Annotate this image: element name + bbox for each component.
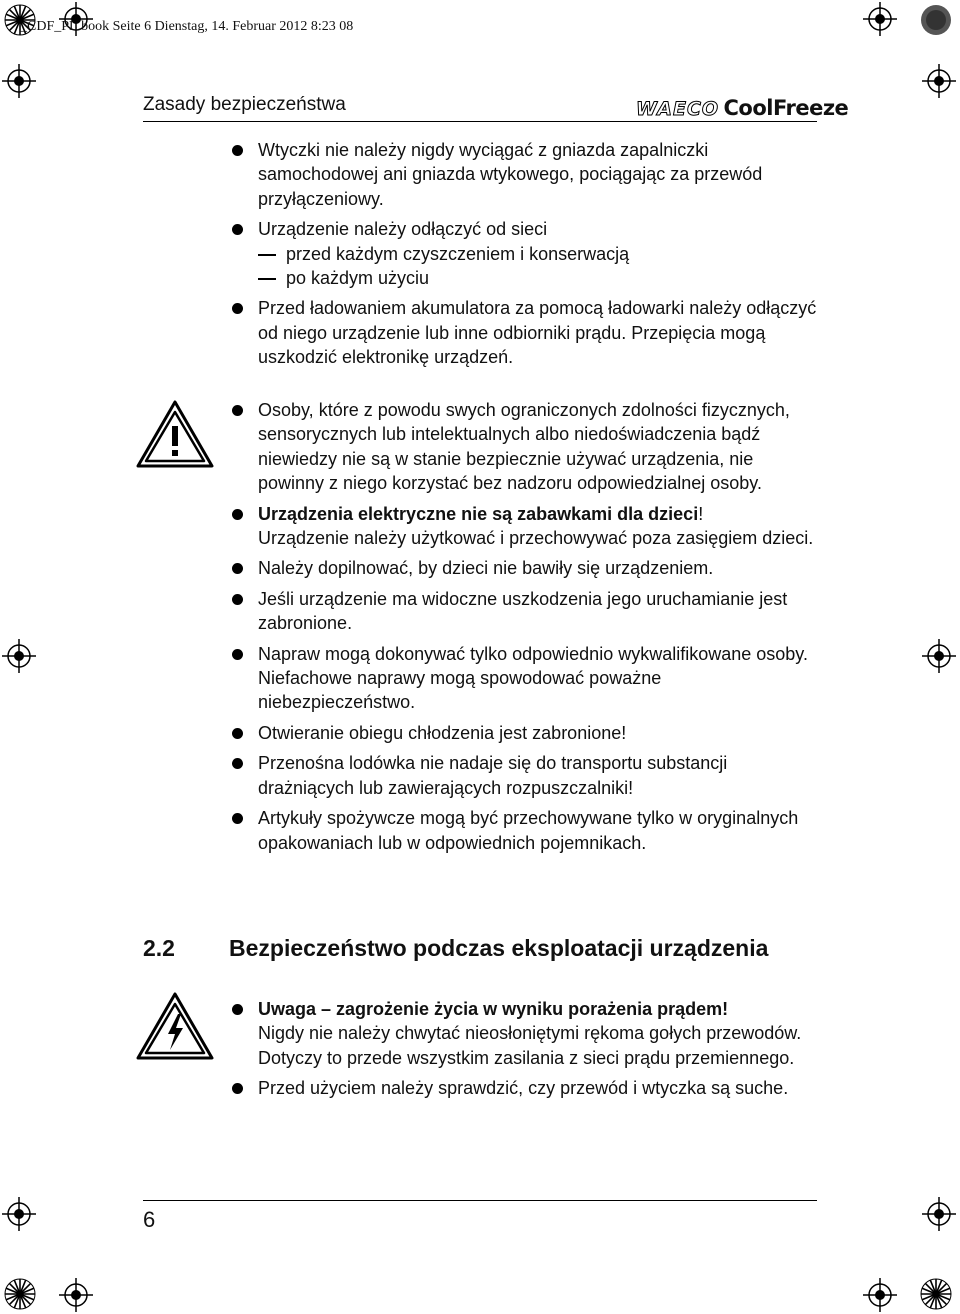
list-item: Wtyczki nie należy nigdy wyciągać z gniazda zapalniczki samochodowej ani gniazda wtykowego, pociągając za przewód przyłączeniowy. <box>232 138 822 211</box>
brand-logo <box>636 96 848 120</box>
list-item: Należy dopilnować, by dzieci nie bawiły się urządzeniem. <box>232 556 822 580</box>
electrical-safety-list <box>232 997 822 1107</box>
crosshair-mark-icon <box>863 1278 897 1312</box>
dash-icon <box>258 254 276 256</box>
list-item: Urządzenie należy odłączyć od sieci przed każdym czyszczeniem i konserwacją po każdym użyciu <box>232 217 822 290</box>
crosshair-mark-icon <box>2 1197 36 1231</box>
crosshair-mark-icon <box>2 64 36 98</box>
list-item: Otwieranie obiegu chłodzenia jest zabronione! <box>232 721 822 745</box>
star-target-mark-icon <box>4 1278 36 1310</box>
section-title: Bezpieczeństwo podczas eksploatacji urządzenia <box>229 935 769 961</box>
safety-list-warnings <box>232 398 822 861</box>
bullet-icon <box>232 224 243 235</box>
header-rule <box>143 121 817 122</box>
logo-brand-text: WAECO <box>636 98 720 120</box>
safety-list-general <box>232 138 822 376</box>
bullet-icon <box>232 509 243 520</box>
bullet-icon <box>232 813 243 824</box>
sub-list-item: po każdym użyciu <box>258 266 822 290</box>
crosshair-mark-icon <box>2 639 36 673</box>
section-number: 2.2 <box>143 935 175 961</box>
logo-product-text: CoolFreeze <box>723 96 849 120</box>
bullet-icon <box>232 758 243 769</box>
warning-triangle-icon <box>136 400 214 468</box>
bullet-icon <box>232 563 243 574</box>
crosshair-mark-icon <box>922 64 956 98</box>
bullet-icon <box>232 405 243 416</box>
sub-list-item: przed każdym czyszczeniem i konserwacją <box>258 242 822 266</box>
list-item: Przed użyciem należy sprawdzić, czy przewód i wtyczka są suche. <box>232 1076 822 1100</box>
list-item: Jeśli urządzenie ma widoczne uszkodzenia jego uruchamianie jest zabronione. <box>232 587 822 636</box>
gray-target-mark-icon <box>920 4 952 36</box>
crosshair-mark-icon <box>922 1197 956 1231</box>
bullet-icon <box>232 649 243 660</box>
page-header-title: Zasady bezpieczeństwa <box>143 94 346 115</box>
list-item: Przenośna lodówka nie nadaje się do transportu substancji drażniących lub zawierających rozpuszczalniki! <box>232 751 822 800</box>
bullet-icon <box>232 594 243 605</box>
bullet-icon <box>232 303 243 314</box>
bullet-icon <box>232 728 243 739</box>
footer-rule <box>143 1200 817 1201</box>
list-item: Osoby, które z powodu swych ograniczonych zdolności fizycznych, sensorycznych lub intelektualnych albo niedoświadczenia bądź niewiedzy nie są w stanie bezpiecznie używać urządzenia, nie powinny z niego korzystać bez nadzoru odpowiedzialnej osoby. <box>232 398 822 496</box>
crosshair-mark-icon <box>922 639 956 673</box>
list-item: Urządzenia elektryczne nie są zabawkami dla dzieci! Urządzenie należy użytkować i przechowywać poza zasięgiem dzieci. <box>232 502 822 551</box>
bullet-icon <box>232 1004 243 1015</box>
dash-icon <box>258 278 276 280</box>
page-number: 6 <box>143 1207 156 1232</box>
list-item: Uwaga – zagrożenie życia w wyniku porażenia prądem! Nigdy nie należy chwytać nieosłoniętymi rękoma gołych przewodów. Dotyczy to przede wszystkim zasilania z sieci prądu przemiennego. <box>232 997 822 1070</box>
bullet-icon <box>232 1083 243 1094</box>
electric-shock-warning-icon <box>136 992 214 1060</box>
star-target-mark-icon <box>920 1278 952 1310</box>
bullet-icon <box>232 145 243 156</box>
list-item: Artykuły spożywcze mogą być przechowywane tylko w oryginalnych opakowaniach lub w odpowiednich pojemnikach. <box>232 806 822 855</box>
list-item: Przed ładowaniem akumulatora za pomocą ładowarki należy odłączyć od niego urządzenie lub inne odbiorniki prądu. Przepięcia mogą uszkodzić elektronikę urządzeń. <box>232 296 822 369</box>
list-item: Napraw mogą dokonywać tylko odpowiednio wykwalifikowane osoby. Niefachowe naprawy mogą spowodować poważne niebezpieczeństwo. <box>232 642 822 715</box>
section-heading <box>143 935 768 962</box>
crosshair-mark-icon <box>863 2 897 36</box>
crosshair-mark-icon <box>59 1278 93 1312</box>
print-info-line: _CDF_PL.book Seite 6 Dienstag, 14. Februar 2012 8:23 08 <box>20 19 354 34</box>
